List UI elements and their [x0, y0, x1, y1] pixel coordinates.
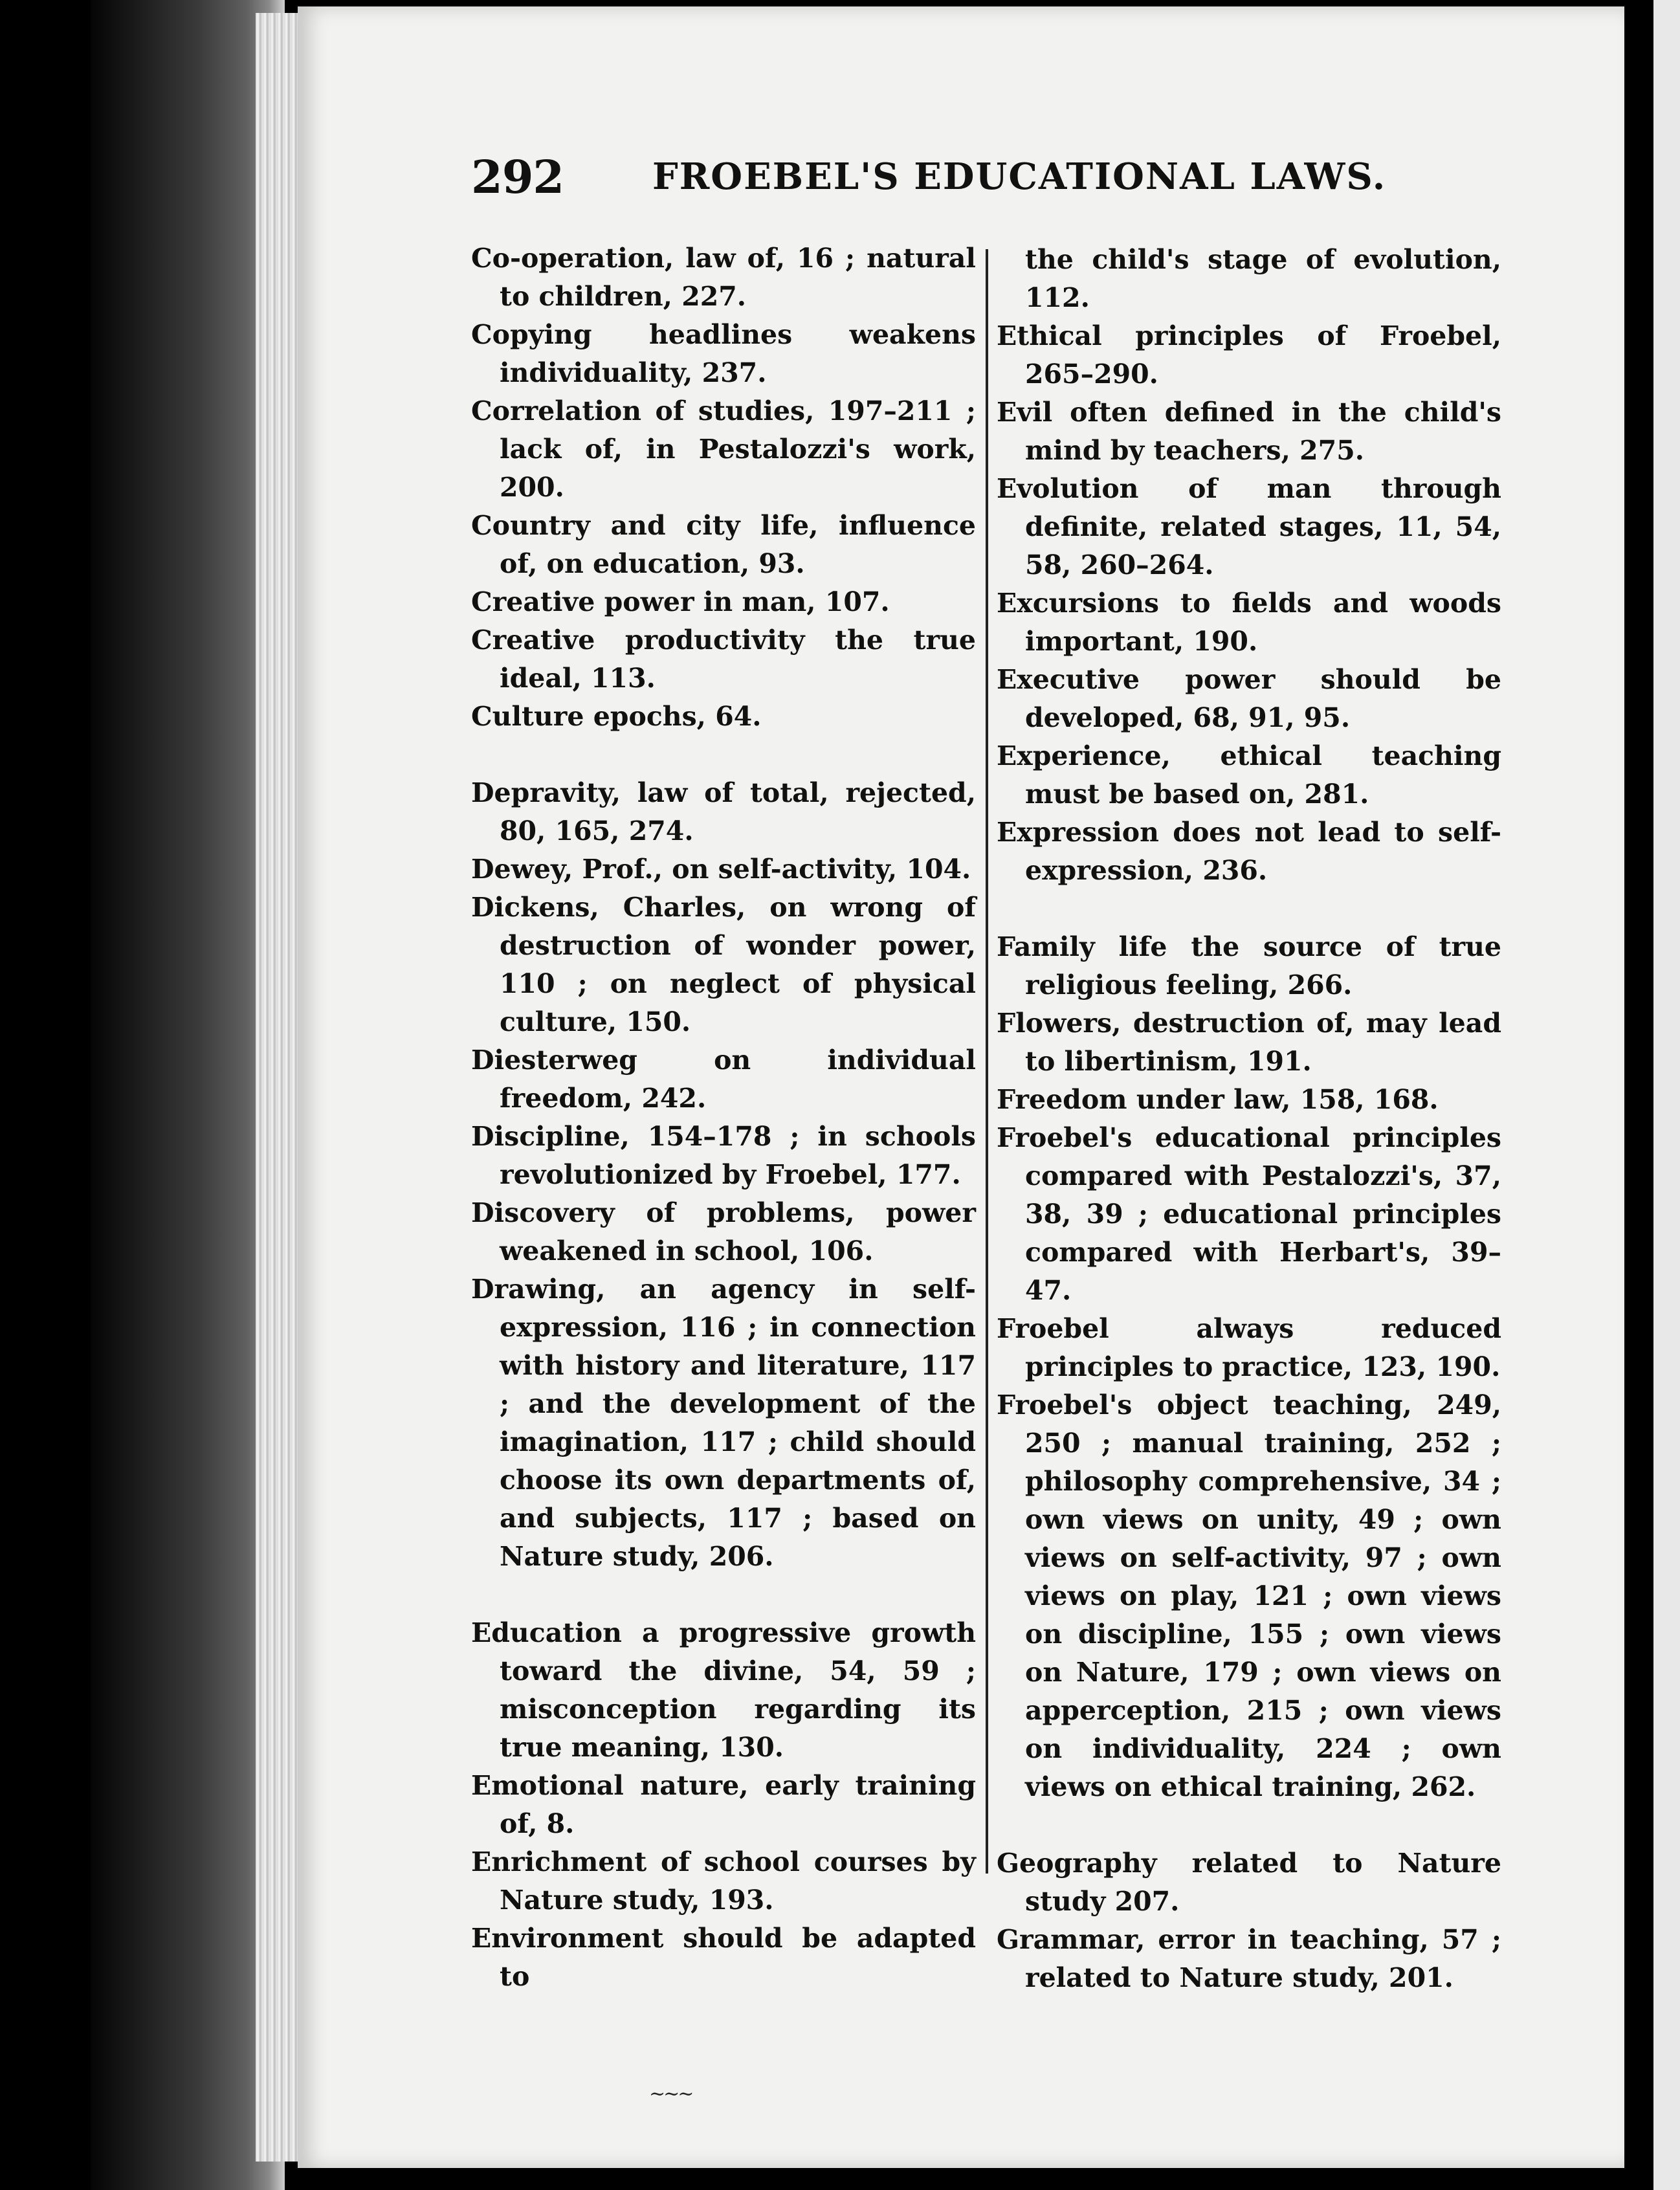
index-column-right — [997, 241, 1501, 1997]
index-entry: Environment should be adapted to — [471, 1923, 976, 1992]
page-number: 292 — [471, 150, 564, 204]
section-gap — [471, 1576, 976, 1614]
page-edges — [256, 13, 301, 2162]
index-entry: Ethical principles of Froebel, 265–290. — [997, 320, 1501, 390]
index-entry: Dewey, Prof., on self-activity, 104. — [471, 854, 971, 885]
column-divider — [986, 249, 988, 1874]
index-entry: Executive power should be developed, 68, 91, 95. — [997, 664, 1501, 733]
index-entry: Flowers, destruction of, may lead to libertinism, 191. — [997, 1008, 1501, 1077]
index-entry: Drawing, an agency in self-expression, 116 ; in connection with history and literature, 117 ; and the development of the imagination, 117 ; child should choose its own departments of, and subjects, 117 ; based on Nature study, 206. — [471, 1274, 976, 1572]
index-entry: Evil often defined in the child's mind by teachers, 275. — [997, 397, 1501, 466]
index-entry: Copying headlines weakens individuality, 237. — [471, 319, 976, 388]
running-title: FROEBEL'S EDUCATIONAL LAWS. — [652, 155, 1387, 198]
index-entry: Dickens, Charles, on wrong of destruction of wonder power, 110 ; on neglect of physical culture, 150. — [471, 892, 976, 1037]
printer-mark: ~~~ — [649, 2083, 692, 2105]
index-entry: Creative productivity the true ideal, 113. — [471, 625, 976, 694]
index-entry: Co-operation, law of, 16 ; natural to children, 227. — [471, 243, 976, 312]
index-entry: Enrichment of school courses by Nature study, 193. — [471, 1846, 976, 1916]
index-entry: the child's stage of evolution, 112. — [1025, 244, 1501, 313]
section-gap — [471, 736, 976, 774]
index-entry: Discipline, 154–178 ; in schools revolutionized by Froebel, 177. — [471, 1121, 976, 1190]
index-entry: Expression does not lead to self-expression, 236. — [997, 817, 1501, 886]
index-entry: Grammar, error in teaching, 57 ; related to Nature study, 201. — [997, 1924, 1501, 1993]
index-entry: Experience, ethical teaching must be based on, 281. — [997, 740, 1501, 810]
index-entry: Froebel's educational principles compared with Pestalozzi's, 37, 38, 39 ; educational principles compared with Herbart's, 39–47. — [997, 1122, 1501, 1306]
index-entry: Correlation of studies, 197–211 ; lack of, in Pestalozzi's work, 200. — [471, 395, 976, 503]
index-entry: Country and city life, influence of, on education, 93. — [471, 510, 976, 579]
index-entry: Family life the source of true religious feeling, 266. — [997, 931, 1501, 1001]
page-header — [471, 150, 1387, 208]
section-gap — [997, 1806, 1501, 1844]
index-entry: Geography related to Nature study 207. — [997, 1848, 1501, 1917]
index-entry: Culture epochs, 64. — [471, 701, 762, 732]
index-entry: Creative power in man, 107. — [471, 586, 890, 617]
index-entry: Evolution of man through definite, related stages, 11, 54, 58, 260–264. — [997, 473, 1501, 581]
index-column-left — [471, 239, 976, 1996]
index-entry: Excursions to fields and woods important, 190. — [997, 588, 1501, 657]
index-entry: Education a progressive growth toward the divine, 54, 59 ; misconception regarding its true meaning, 130. — [471, 1617, 976, 1763]
index-entry: Freedom under law, 158, 168. — [997, 1084, 1439, 1115]
section-gap — [997, 890, 1501, 928]
index-entry: Diesterweg on individual freedom, 242. — [471, 1045, 976, 1114]
index-entry: Emotional nature, early training of, 8. — [471, 1770, 976, 1839]
index-entry: Froebel's object teaching, 249, 250 ; manual training, 252 ; philosophy comprehensive, 34 ; own views on unity, 49 ; own views on self-activity, 97 ; own views on play, 121 ; own views on discipline, 155 ; own views on Nature, 179 ; own views on apperception, 215 ; own views on individuality, 224 ; own views on ethical training, 262. — [997, 1389, 1501, 1802]
index-entry: Froebel always reduced principles to practice, 123, 190. — [997, 1313, 1501, 1382]
index-entry: Discovery of problems, power weakened in school, 106. — [471, 1197, 976, 1266]
facing-page-edge — [1653, 0, 1680, 2190]
index-entry: Depravity, law of total, rejected, 80, 165, 274. — [471, 777, 976, 846]
